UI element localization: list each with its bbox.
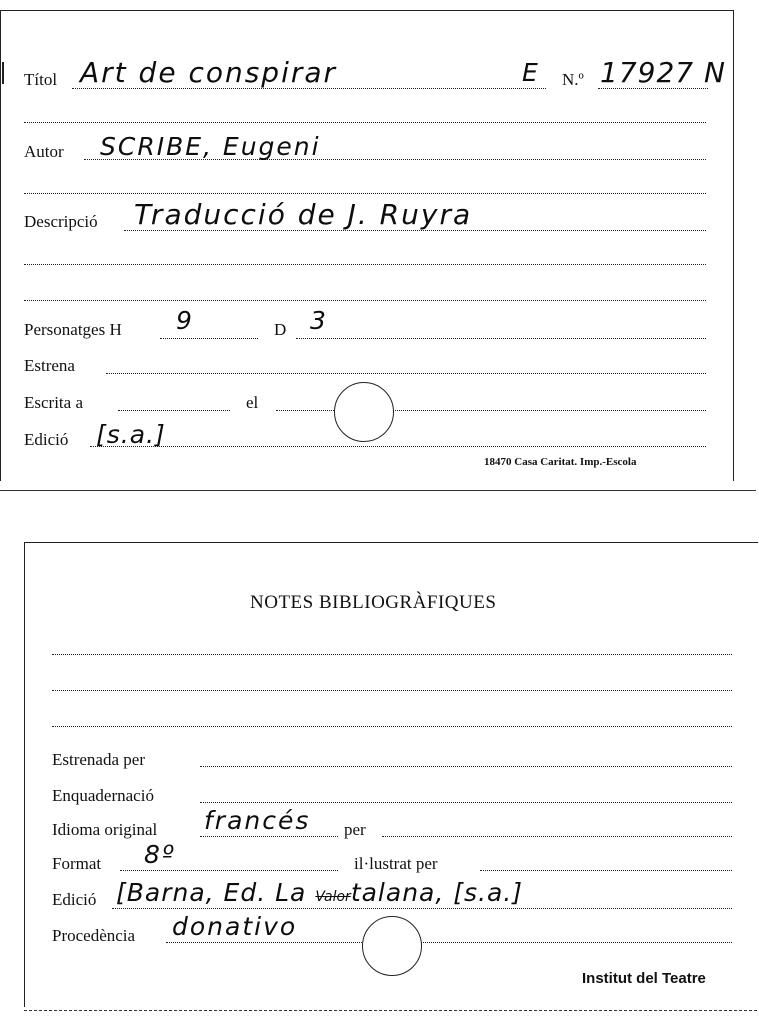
- illustrat-line: [480, 870, 732, 871]
- number-value: 17927 N: [600, 56, 726, 89]
- format-value: 8º: [144, 840, 176, 869]
- notes-line-3: [52, 726, 732, 727]
- number-label: N.º: [562, 70, 584, 89]
- notes-line-1: [52, 654, 732, 655]
- descripcio-line-2: [24, 264, 706, 265]
- idioma-line: [200, 836, 338, 837]
- notes-heading: NOTES BIBLIOGRÀFIQUES: [250, 592, 497, 613]
- punch-hole-back: [362, 916, 422, 976]
- estrenada-label: Estrenada per: [52, 750, 145, 769]
- punch-hole: [334, 382, 394, 442]
- autor-label: Autor: [24, 142, 64, 161]
- titol-line-2: [24, 122, 706, 123]
- idioma-label: Idioma original: [52, 820, 158, 839]
- descripcio-value: Traducció de J. Ruyra: [134, 198, 473, 231]
- descripcio-line-3: [24, 300, 706, 301]
- personatges-d-label: D: [274, 320, 287, 339]
- notes-line-2: [52, 690, 732, 691]
- back-edicio-value: [116, 878, 523, 907]
- edicio-label: Edició: [24, 430, 69, 449]
- procedencia-line: [166, 942, 732, 943]
- personatges-h-value: 9: [176, 306, 194, 335]
- estrenada-line: [200, 766, 732, 767]
- cut-line-bottom: [24, 1010, 757, 1011]
- el-label: el: [246, 393, 259, 412]
- estrena-label: Estrena: [24, 356, 75, 375]
- descripcio-label: Descripció: [24, 212, 98, 231]
- idioma-per-line: [382, 836, 732, 837]
- personatges-h-line: [160, 338, 258, 339]
- titol-label: Títol: [24, 70, 58, 89]
- estrena-line: [106, 373, 706, 374]
- margin-mark: [2, 62, 4, 84]
- back-edicio-value-b: talana, [s.a.]: [350, 878, 524, 907]
- format-label: Format: [52, 854, 102, 873]
- format-line: [120, 870, 338, 871]
- back-edicio-label: Edició: [52, 890, 97, 909]
- institut-imprint: Institut del Teatre: [582, 970, 706, 987]
- escrita-line: [118, 410, 230, 411]
- autor-line-2: [24, 193, 706, 194]
- edicio-value: [s.a.]: [96, 420, 166, 449]
- escrita-label: Escrita a: [24, 393, 83, 412]
- cut-line: [0, 490, 756, 491]
- procedencia-label: Procedència: [52, 926, 136, 945]
- personatges-d-line: [296, 338, 706, 339]
- back-edicio-line: [112, 908, 732, 909]
- illustrat-label: il·lustrat per: [354, 854, 438, 873]
- procedencia-value: donativo: [172, 912, 298, 941]
- idioma-value: francés: [204, 806, 311, 835]
- back-edicio-value-a: [Barna, Ed. La: [116, 878, 316, 907]
- personatges-d-value: 3: [310, 306, 328, 335]
- idioma-per-label: per: [344, 820, 366, 839]
- personatges-label: Personatges H: [24, 320, 122, 339]
- edicio-line: [90, 446, 706, 447]
- printer-imprint: 18470 Casa Caritat. Imp.-Escola: [484, 456, 637, 468]
- titol-value: Art de conspirar: [80, 56, 338, 89]
- enquadernacio-label: Enquadernació: [52, 786, 154, 805]
- autor-value: SCRIBE, Eugeni: [100, 132, 321, 161]
- enquadernacio-line: [200, 802, 732, 803]
- back-edicio-struck: Valor: [315, 889, 351, 905]
- class-letter: E: [522, 58, 540, 87]
